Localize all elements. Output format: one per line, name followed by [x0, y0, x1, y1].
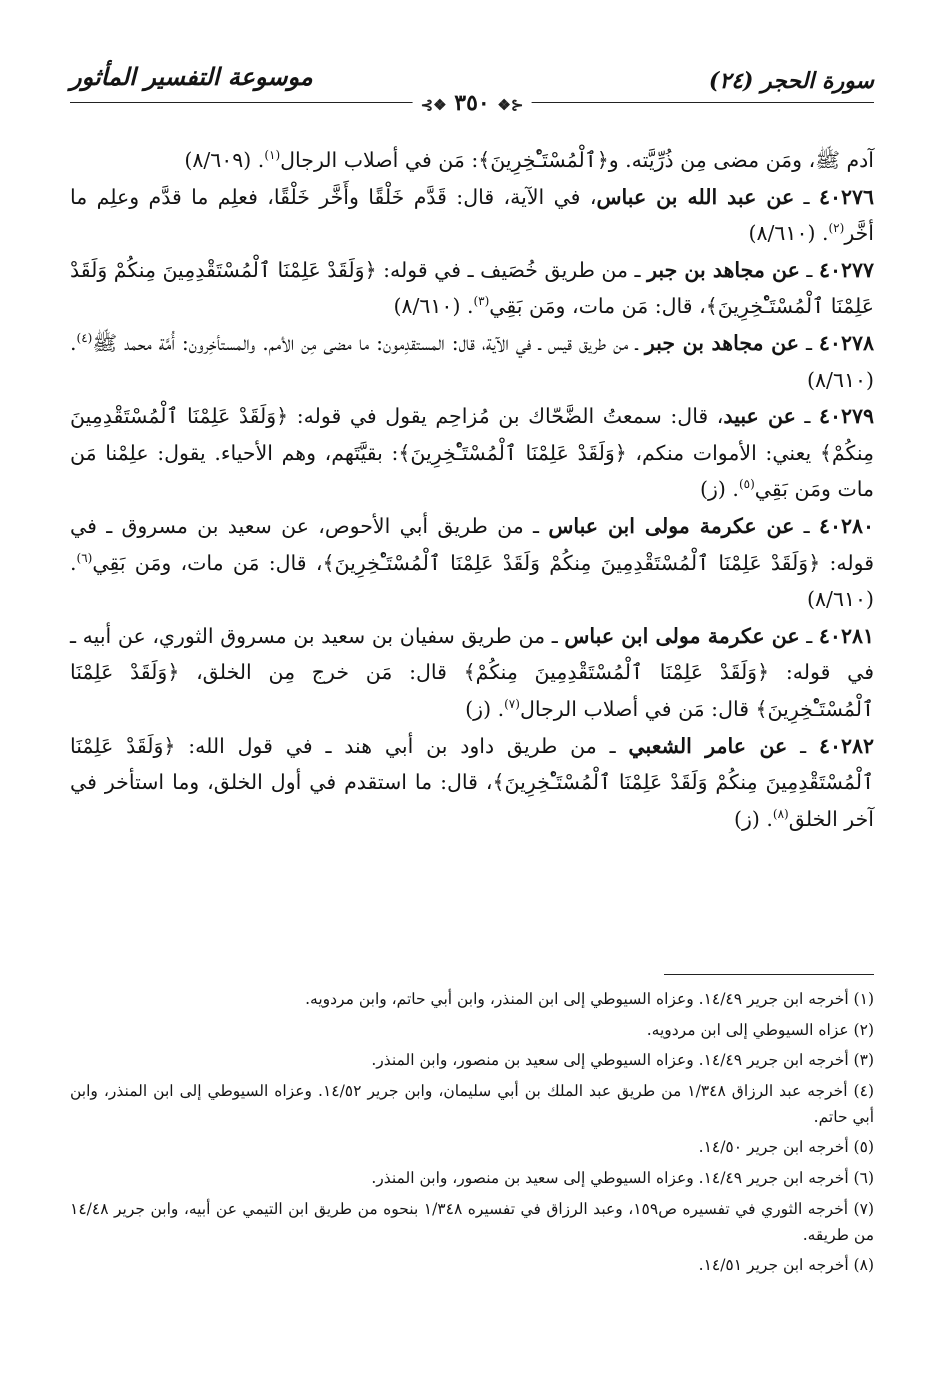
- main-text: [70, 142, 874, 837]
- report-text: ، قال: سمعتُ الضَّحّاك بن مُزاحِم يقول في قوله: ﴿وَلَقَدْ عَلِمْنَا ٱلْمُسْتَقْدِمِينَ مِنكُمْ﴾ يعني: الأموات منكم، ﴿وَلَقَدْ عَلِمْنَا ٱلْمُسْتَـْٔخِرِينَ﴾: بقيَّتَهم، وهم الأحياء. يقول: علِمْنا مَن مات ومَن بَقِي: [70, 404, 874, 502]
- report-number: ٤٠٢٨١: [818, 623, 874, 648]
- source-ref: . (ز): [465, 696, 505, 721]
- report-paragraph: ٤٠٢٧٩ ـ عن عبيد، قال: سمعتُ الضَّحّاك بن مُزاحِم يقول في قوله: ﴿وَلَقَدْ عَلِمْنَا ٱلْمُسْتَقْدِمِينَ مِنكُمْ﴾ يعني: الأموات منكم، ﴿وَلَقَدْ عَلِمْنَا ٱلْمُسْتَـْٔخِرِينَ﴾: بقيَّتَهم، وهم الأحياء. يقول: علِمْنا مَن مات ومَن بَقِي$^{(٥)}$. (ز): [70, 404, 874, 502]
- footnote-marker: (٧): [504, 697, 520, 712]
- footnote-marker: (١): [264, 148, 281, 163]
- ornament-icon: ❖⊱: [420, 96, 447, 114]
- report-narrator: عن مجاهد بن جبر: [644, 330, 799, 355]
- report-paragraph: ٤٠٢٨٠ ـ عن عكرمة مولى ابن عباس ـ من طريق أبي الأحوص، عن سعيد بن مسروق ـ في قوله: ﴿وَلَقَدْ عَلِمْنَا ٱلْمُسْتَقْدِمِينَ مِنكُمْ وَلَقَدْ عَلِمْنَا ٱلْمُسْتَـْٔخِرِينَ﴾، قال: مَن مات، ومَن بَقِي$^{(٦)}$. (٨/٦١٠): [70, 513, 874, 612]
- report-narrator: عن عكرمة مولى ابن عباس: [548, 513, 795, 538]
- report-text: ، في الآية، قال: قَدَّم خَلْقًا وأَخَّر خَلْقًا، فعلِم ما قدَّم وعلِم ما أخَّر: [70, 184, 874, 246]
- report-narrator: عن عامر الشعبي: [628, 733, 788, 758]
- footnote: (١) أخرجه ابن جرير ١٤/٤٩. وعزاه السيوطي إلى ابن المنذر، وابن أبي حاتم، وابن مردويه.: [305, 990, 874, 1008]
- footnote: (٢) عزاه السيوطي إلى ابن مردويه.: [646, 1020, 874, 1039]
- report-text: ـ من طريق داود بن أبي هند ـ في قول الله: ﴿وَلَقَدْ عَلِمْنَا ٱلْمُسْتَقْدِمِينَ مِنكُمْ وَلَقَدْ عَلِمْنَا ٱلْمُسْتَـْٔخِرِينَ﴾، قال: ما استقدم في أول الخلق، وما استأخر في آخر الخلق: [70, 733, 874, 831]
- intro-text: آدم ﷺ، ومَن مضى مِن ذُرِّيَّته. و﴿ٱلْمُسْتَـْٔخِرِينَ﴾: مَن في أصلاب الرجال: [280, 148, 874, 172]
- page-number-text: ٣٥٠: [454, 90, 490, 116]
- source-ref: . (ز): [733, 806, 773, 831]
- footnote: (٥) أخرجه ابن جرير ١٤/٥٠.: [698, 1138, 874, 1157]
- report-narrator: عن مجاهد بن جبر: [647, 257, 800, 282]
- report-narrator: عن عكرمة مولى ابن عباس: [564, 623, 800, 648]
- report-number: ٤٠٢٧٧: [818, 257, 874, 282]
- footnote-marker: (٦): [76, 550, 93, 565]
- report-text: ـ من طريق خُصَيف ـ في قوله: ﴿وَلَقَدْ عَلِمْنَا ٱلْمُسْتَقْدِمِينَ مِنكُمْ وَلَقَدْ عَلِمْنَا ٱلْمُسْتَـْٔخِرِينَ﴾، قال: مَن مات، ومَن بَقِي: [70, 257, 874, 319]
- source-ref: . (٨/٦١٠): [393, 294, 474, 319]
- report-narrator: عن عبد الله بن عباس: [596, 184, 795, 209]
- surah-title: سورة الحجر (٢٤): [708, 68, 874, 94]
- report-number: ٤٠٢٨٢: [818, 733, 874, 758]
- footnote-marker: (٣): [473, 294, 490, 309]
- ornament-icon: ⊰❖: [497, 96, 524, 114]
- footnote-marker: (٨): [772, 806, 789, 821]
- footnote-separator: [664, 974, 874, 975]
- footnotes: [70, 986, 874, 1283]
- report-number: ٤٠٢٨٠: [818, 513, 874, 538]
- footnote: (٧) أخرجه الثوري في تفسيره ص١٥٩، وعبد الرزاق في تفسيره ١/٣٤٨ بنحوه من طريق ابن التيمي عن أبيه، وابن جرير ١٤/٤٨ من طريقه.: [70, 1199, 874, 1244]
- footnote: (٤) أخرجه عبد الرزاق ١/٣٤٨ من طريق عبد الملك بن أبي سليمان، وابن جرير ١٤/٥٢. وعزاه السيوطي إلى ابن المنذر، وابن أبي حاتم.: [70, 1081, 874, 1126]
- report-narrator: عن عبيد: [723, 404, 796, 429]
- footnote: (٦) أخرجه ابن جرير ١٤/٤٩. وعزاه السيوطي إلى سعيد بن منصور، وابن المنذر.: [371, 1168, 874, 1187]
- report-paragraph: ٤٠٢٧٦ ـ عن عبد الله بن عباس، في الآية، قال: قَدَّم خَلْقًا وأَخَّر خَلْقًا، فعلِم ما قدَّم وعلِم ما أخَّر$^{(٢)}$. (٨/٦١٠): [70, 184, 874, 246]
- source-ref: . (ز): [700, 477, 739, 502]
- report-paragraph: ٤٠٢٨٢ ـ عن عامر الشعبي ـ من طريق داود بن أبي هند ـ في قول الله: ﴿وَلَقَدْ عَلِمْنَا ٱلْمُسْتَقْدِمِينَ مِنكُمْ وَلَقَدْ عَلِمْنَا ٱلْمُسْتَـْٔخِرِينَ﴾، قال: ما استقدم في أول الخلق، وما استأخر في آخر الخلق$^{(٨)}$. (ز): [70, 733, 874, 831]
- source-ref: . (٨/٦١٠): [70, 330, 874, 392]
- footnote: (٨) أخرجه ابن جرير ١٤/٥١.: [698, 1256, 874, 1275]
- report-paragraph: ٤٠٢٨١ ـ عن عكرمة مولى ابن عباس ـ من طريق سفيان بن سعيد بن مسروق الثوري، عن أبيه ـ في قوله: ﴿وَلَقَدْ عَلِمْنَا ٱلْمُسْتَقْدِمِينَ مِنكُمْ﴾ قال: مَن خرج مِن الخلق، ﴿وَلَقَدْ عَلِمْنَا ٱلْمُسْتَـْٔخِرِينَ﴾ قال: مَن في أصلاب الرجال$^{(٧)}$. (ز): [70, 623, 874, 721]
- report-number: ٤٠٢٧٩: [818, 404, 874, 429]
- footnote: (٣) أخرجه ابن جرير ١٤/٤٩. وعزاه السيوطي إلى سعيد بن منصور، وابن المنذر.: [371, 1051, 874, 1070]
- footnote-marker: (٢): [828, 221, 845, 236]
- running-header: [70, 58, 874, 116]
- book-title: موسوعة التفسير المأثور: [70, 62, 313, 91]
- footnote-marker: (٥): [738, 477, 755, 492]
- report-text: ـ من طريق سفيان بن سعيد بن مسروق الثوري، عن أبيه ـ في قوله: ﴿وَلَقَدْ عَلِمْنَا ٱلْمُسْتَقْدِمِينَ مِنكُمْ﴾ قال: مَن خرج مِن الخلق، ﴿وَلَقَدْ عَلِمْنَا ٱلْمُسْتَـْٔخِرِينَ﴾ قال: مَن في أصلاب الرجال: [70, 623, 874, 721]
- source-ref: . (٨/٦١٠): [70, 550, 874, 612]
- report-text: ـ من طريق أبي الأحوص، عن سعيد بن مسروق ـ في قوله: ﴿وَلَقَدْ عَلِمْنَا ٱلْمُسْتَقْدِمِينَ مِنكُمْ وَلَقَدْ عَلِمْنَا ٱلْمُسْتَـْٔخِرِينَ﴾، قال: مَن مات، ومَن بَقِي: [70, 513, 874, 575]
- report-paragraph: ٤٠٢٧٨ ـ عن مجاهد بن جبر ـ من طريق قيس ـ في الآية، قال: المستقدِمون: ما مضى مِن الأمم. والمستأخِرون: أُمَّة محمد ﷺ$^{(٤)}$. (٨/٦١٠): [70, 330, 874, 392]
- report-text: ـ من طريق قيس ـ في الآية، قال: المستقدِمون: ما مضى مِن الأمم. والمستأخِرون: أُمَّة محمد ﷺ: [92, 330, 638, 355]
- report-number: ٤٠٢٧٦: [818, 184, 874, 209]
- footnote-marker: (٤): [76, 331, 93, 346]
- page-number: [413, 90, 532, 116]
- report-number: ٤٠٢٧٨: [818, 330, 874, 355]
- report-paragraph: ٤٠٢٧٧ ـ عن مجاهد بن جبر ـ من طريق خُصَيف ـ في قوله: ﴿وَلَقَدْ عَلِمْنَا ٱلْمُسْتَقْدِمِينَ مِنكُمْ وَلَقَدْ عَلِمْنَا ٱلْمُسْتَـْٔخِرِينَ﴾، قال: مَن مات، ومَن بَقِي$^{(٣)}$. (٨/٦١٠): [70, 257, 874, 319]
- intro-paragraph: [70, 142, 874, 179]
- source-ref: . (٨/٦١٠): [748, 221, 829, 246]
- source-ref: . (٨/٦٠٩): [184, 148, 265, 172]
